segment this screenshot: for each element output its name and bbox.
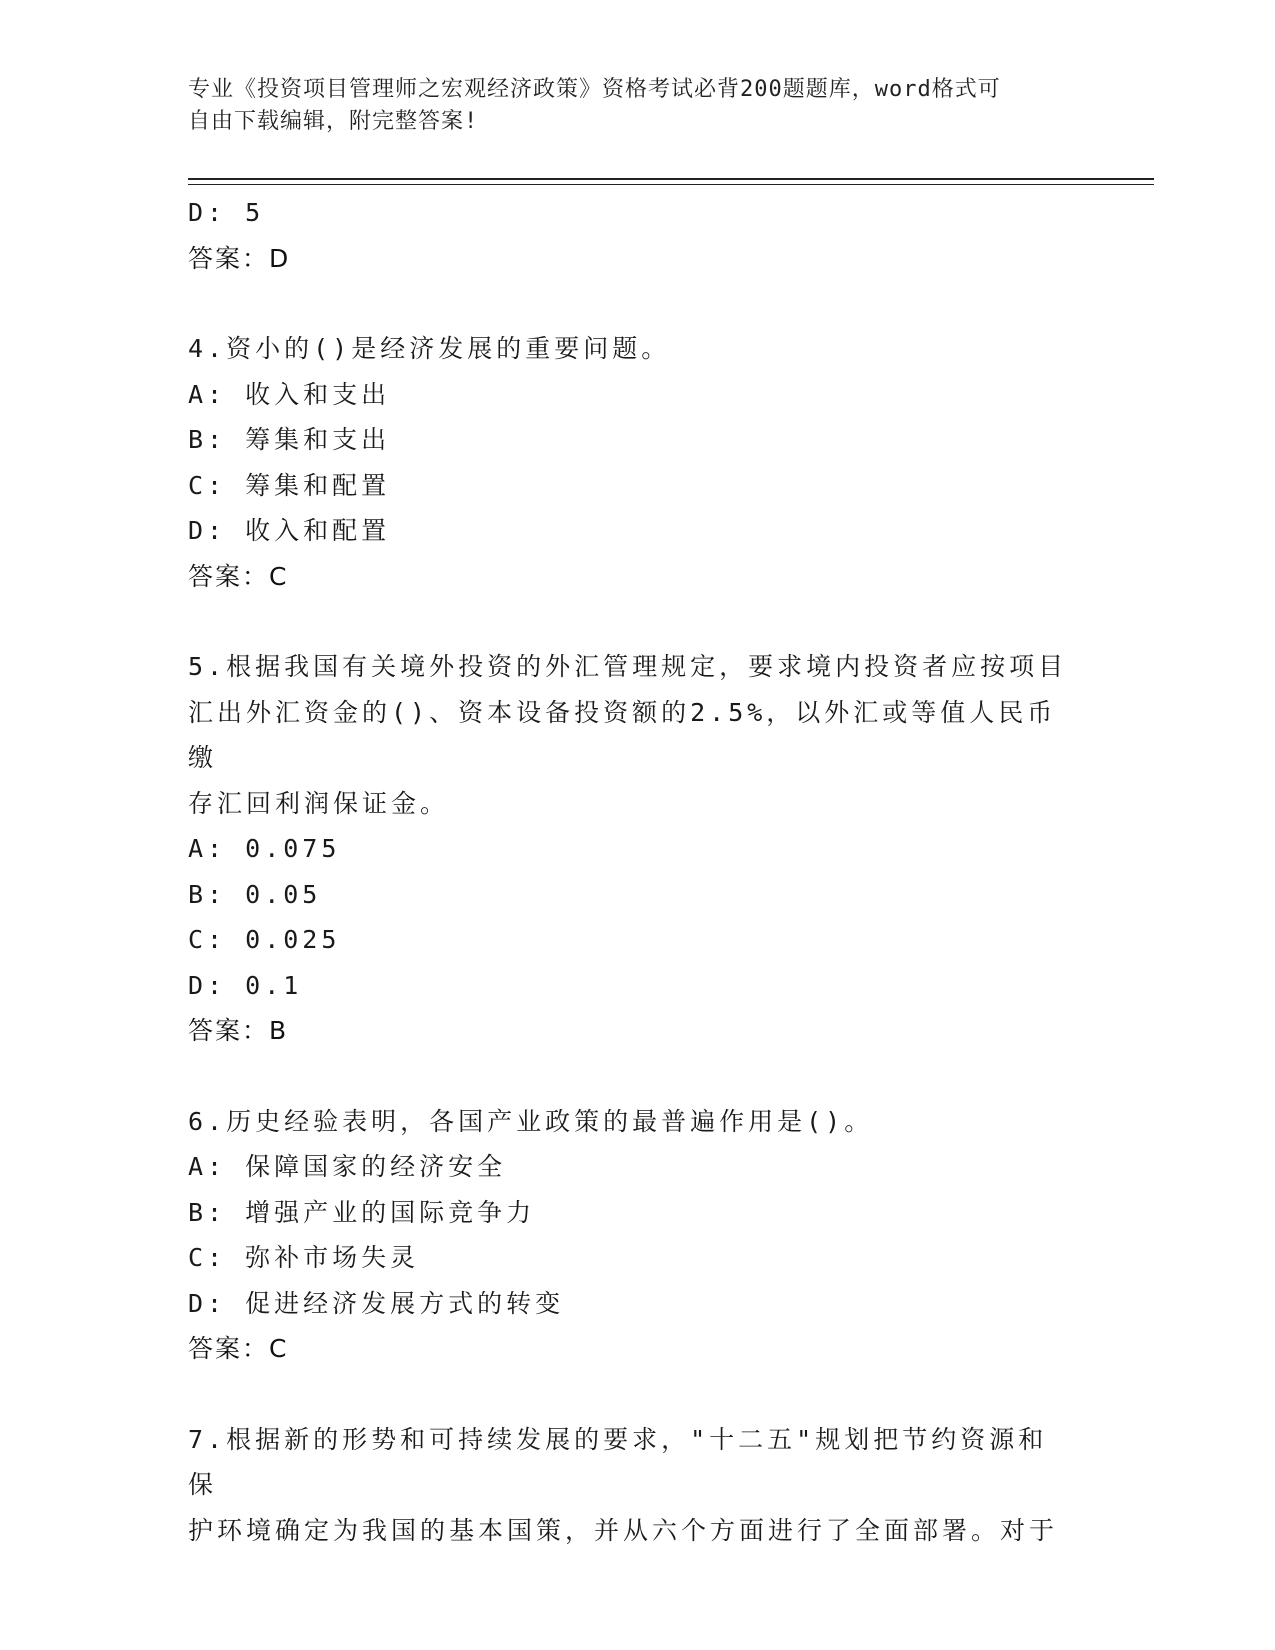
- answer-line: 答案：D: [188, 243, 291, 273]
- option-d: D: 促进经济发展方式的转变: [188, 1288, 565, 1318]
- spacer: [188, 1372, 1068, 1417]
- option-a: A: 收入和支出: [188, 379, 391, 409]
- question-stem-line-1: 7.根据新的形势和可持续发展的要求，"十二五"规划把节约资源和保: [188, 1424, 1048, 1499]
- header-rule-thin: [188, 184, 1154, 185]
- question-stem: 4.资小的()是经济发展的重要问题。: [188, 334, 671, 363]
- question-stem-line-2: 护环境确定为我国的基本国策，并从六个方面进行了全面部署。对于: [188, 1515, 1059, 1545]
- question-stem: 6.历史经验表明，各国产业政策的最普遍作用是()。: [188, 1106, 874, 1136]
- question-5: [188, 644, 1068, 1054]
- option-c: C: 弥补市场失灵: [188, 1243, 420, 1272]
- option-d: D: 收入和配置: [188, 516, 391, 545]
- spacer: [188, 599, 1068, 644]
- option-a: A: 保障国家的经济安全: [188, 1152, 507, 1181]
- header-line-2: 自由下载编辑，附完整答案!: [188, 109, 479, 134]
- question-stem-line-3: 存汇回利润保证金。: [188, 788, 450, 818]
- question-3-tail: [188, 190, 1068, 281]
- page-header: [188, 74, 1068, 138]
- question-4: [188, 326, 1068, 599]
- answer-line: 答案：C: [188, 561, 289, 591]
- question-content: [188, 190, 1068, 1553]
- option-c: C: 0.025: [188, 925, 341, 954]
- question-stem-line-1: 5.根据我国有关境外投资的外汇管理规定，要求境内投资者应按项目: [188, 652, 1068, 681]
- option-d: D: 0.1: [188, 970, 303, 1000]
- header-line-1: 专业《投资项目管理师之宏观经济政策》资格考试必背200题题库，word格式可: [188, 77, 1001, 102]
- option-b: B: 筹集和支出: [188, 425, 391, 454]
- question-stem-line-2: 汇出外汇资金的()、资本设备投资额的2.5%，以外汇或等值人民币缴: [188, 697, 1057, 772]
- option-d: D: 5: [188, 198, 265, 227]
- option-b: B: 0.05: [188, 879, 322, 909]
- question-7: [188, 1417, 1068, 1554]
- spacer: [188, 281, 1068, 326]
- answer-line: 答案：C: [188, 1334, 289, 1363]
- option-b: B: 增强产业的国际竞争力: [188, 1197, 536, 1227]
- option-a: A: 0.075: [188, 834, 341, 863]
- option-c: C: 筹集和配置: [188, 470, 391, 500]
- spacer: [188, 1054, 1068, 1099]
- header-rule-thick: [188, 178, 1154, 180]
- question-6: [188, 1099, 1068, 1372]
- answer-line: 答案：B: [188, 1016, 289, 1045]
